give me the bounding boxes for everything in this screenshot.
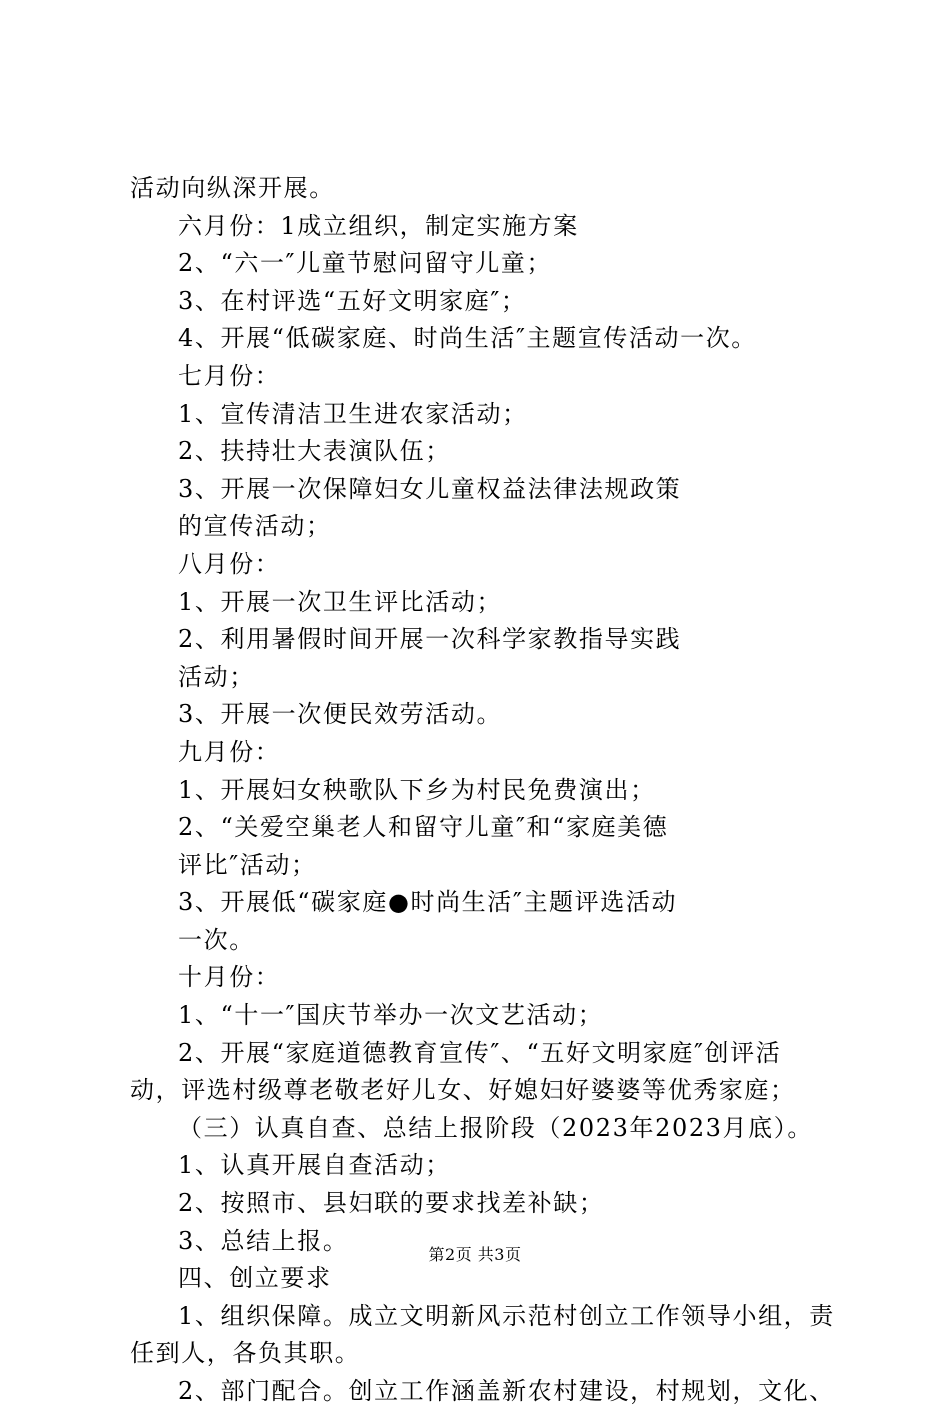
text-line: 2、按照市、县妇联的要求找差补缺； [178,1189,605,1218]
text-line: 1、开展妇女秧歌队下乡为村民免费演出； [178,775,656,804]
text-line: 2、开展“家庭道德教育宣传″、“五好文明家庭″创评活 [178,1038,782,1067]
text-line: 3、开展一次保障妇女儿童权益法律法规政策 [178,474,682,503]
text-line: 1、认真开展自查活动； [178,1151,451,1180]
text-line: 2、“六一″儿童节慰问留守儿童； [178,249,553,278]
text-line: 八月份： [178,549,281,578]
text-line: 评比″活动； [178,850,317,879]
text-line: 1、“十一″国庆节举办一次文艺活动； [178,1001,604,1030]
text-line: 3、在村评选“五好文明家庭″； [178,286,527,315]
text-line: 活动向纵深开展。 [130,174,335,202]
text-line: 3、总结上报。 [178,1226,349,1255]
text-line: 一次。 [178,925,255,954]
text-line: 六月份：1成立组织，制定实施方案 [178,211,579,240]
document-body [130,170,835,1411]
page-footer: 第2页 共3页 [428,1245,522,1264]
text-line: 的宣传活动； [178,512,332,541]
text-line: （三）认真自查、总结上报阶段（2023年2023月底）。 [178,1113,813,1142]
text-line: 任到人，各负其职。 [130,1339,361,1368]
text-line: 4、开展“低碳家庭、时尚生活″主题宣传活动一次。 [178,324,757,353]
text-line: 动，评选村级尊老敬老好儿女、好媳妇好婆婆等优秀家庭； [130,1076,796,1105]
text-line: 活动； [178,662,255,691]
text-line: 2、部门配合。创立工作涵盖新农村建设，村规划，文化、 [178,1377,835,1405]
text-line: 2、扶持壮大表演队伍； [178,437,451,466]
text-line: 1、组织保障。成立文明新风示范村创立工作领导小组，责 [178,1301,835,1330]
text-line: 2、“关爱空巢老人和留守儿童″和“家庭美德 [178,813,669,842]
text-line: 十月份： [178,963,281,992]
text-line: 九月份： [178,737,281,766]
text-line: 1、开展一次卫生评比活动； [178,587,503,616]
text-line: 四、创立要求 [178,1264,332,1293]
text-line: 1、宣传清洁卫生进农家活动； [178,399,528,428]
text-line: 3、开展低“碳家庭●时尚生活″主题评选活动 [178,888,678,917]
text-line: 3、开展一次便民效劳活动。 [178,700,503,729]
text-line: 七月份： [178,361,281,390]
text-line: 2、利用暑假时间开展一次科学家教指导实践 [178,625,682,654]
